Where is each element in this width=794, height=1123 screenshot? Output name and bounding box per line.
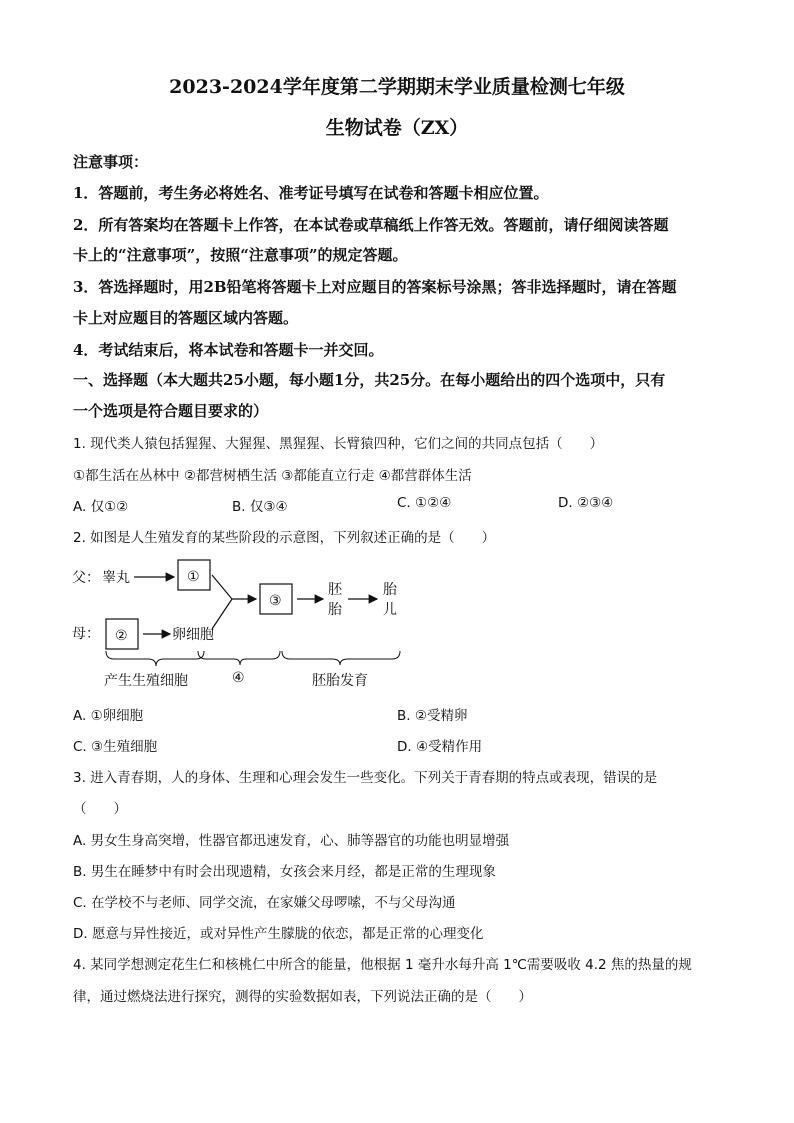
q2-option-a: A. ①卵细胞 [73, 708, 144, 724]
embryo-char-1: 胚 [328, 582, 342, 598]
egg-label: 卵细胞 [172, 627, 214, 643]
q1-option-b: B. 仅③④ [232, 499, 288, 515]
q3-paren: （ ） [73, 801, 127, 817]
q3-option-a: A. 男女生身高突增，性器官都迅速发育，心、肺等器官的功能也明显增强 [73, 833, 510, 849]
fetus-char-2: 儿 [383, 602, 397, 618]
q1-option-c: C. ①②④ [397, 495, 452, 511]
brace-development [282, 651, 400, 665]
page-subtitle: 生物试卷（ZX） [325, 117, 469, 139]
notice-heading: 注意事项： [73, 153, 149, 171]
testis-label: 睾丸 [102, 570, 130, 586]
q2-stem: 2. 如图是人生殖发育的某些阶段的示意图，下列叙述正确的是（ ） [73, 530, 496, 546]
mother-label: 母： [72, 626, 100, 642]
brace-gametes [106, 651, 204, 666]
q2-option-d: D. ④受精作用 [397, 739, 483, 755]
father-label: 父： [72, 570, 100, 586]
q3-option-c: C. 在学校不与老师、同学交流，在家嫌父母啰嗦，不与父母沟通 [73, 895, 456, 911]
notice-line: 1．答题前，考生务必将姓名、准考证号填写在试卷和答题卡相应位置。 [73, 184, 549, 202]
box-1-label: ① [187, 569, 200, 585]
box-2-label: ② [115, 628, 128, 644]
q1-option-d: D. ②③④ [558, 495, 614, 511]
q4-stem-cont: 律，通过燃烧法进行探究，测得的实验数据如表，下列说法正确的是（ ） [73, 989, 532, 1005]
q3-option-d: D. 愿意与异性接近，或对异性产生朦胧的依恋，都是正常的心理变化 [73, 926, 484, 942]
section-heading-cont: 一个选项是符合题目要求的） [73, 402, 269, 420]
embryo-char-2: 胎 [328, 602, 342, 618]
notice-line: 3．答选择题时，用2B铅笔将答题卡上对应题目的答案标号涂黑；答非选择题时，请在答题 [73, 278, 677, 296]
q4-stem: 4. 某同学想测定花生仁和核桃仁中所含的能量，他根据 1 毫升水每升高 1℃需要吸收 4.2 焦的热量的规 [73, 957, 692, 973]
merge-lines [212, 575, 232, 629]
notice-line: 卡上的“注意事项”，按照“注意事项”的规定答题。 [73, 246, 408, 264]
notice-line: 4．考试结束后，将本试卷和答题卡一并交回。 [73, 341, 384, 359]
section-heading: 一、选择题（本大题共25小题，每小题1分，共25分。在每小题给出的四个选项中，只有 [73, 371, 666, 389]
q3-stem: 3. 进入青春期，人的身体、生理和心理会发生一些变化。下列关于青春期的特点或表现，错误的是 [73, 770, 658, 786]
reproduction-diagram [70, 558, 410, 698]
page-title: 2023-2024学年度第二学期期末学业质量检测七年级 [169, 76, 625, 98]
box-3-label: ③ [269, 593, 282, 609]
gametes-label: 产生生殖细胞 [104, 673, 188, 689]
q2-option-c: C. ③生殖细胞 [73, 739, 158, 755]
process-4-label: ④ [232, 670, 245, 686]
q1-option-a: A. 仅①② [73, 499, 129, 515]
notice-line: 卡上对应题目的答题区域内答题。 [73, 309, 299, 327]
fetus-char-1: 胎 [383, 582, 397, 598]
notice-line: 2．所有答案均在答题卡上作答，在本试卷或草稿纸上作答无效。答题前，请仔细阅读答题 [73, 216, 669, 234]
q3-option-b: B. 男生在睡梦中有时会出现遗精，女孩会来月经，都是正常的生理现象 [73, 864, 496, 880]
development-label: 胚胎发育 [312, 673, 368, 689]
q2-option-b: B. ②受精卵 [397, 708, 468, 724]
q1-stem: 1. 现代类人猿包括猩猩、大猩猩、黑猩猩、长臂猿四种，它们之间的共同点包括（ ） [73, 436, 604, 452]
q1-items: ①都生活在丛林中 ②都营树栖生活 ③都能直立行走 ④都营群体生活 [73, 468, 472, 484]
brace-fertilization [198, 651, 280, 665]
